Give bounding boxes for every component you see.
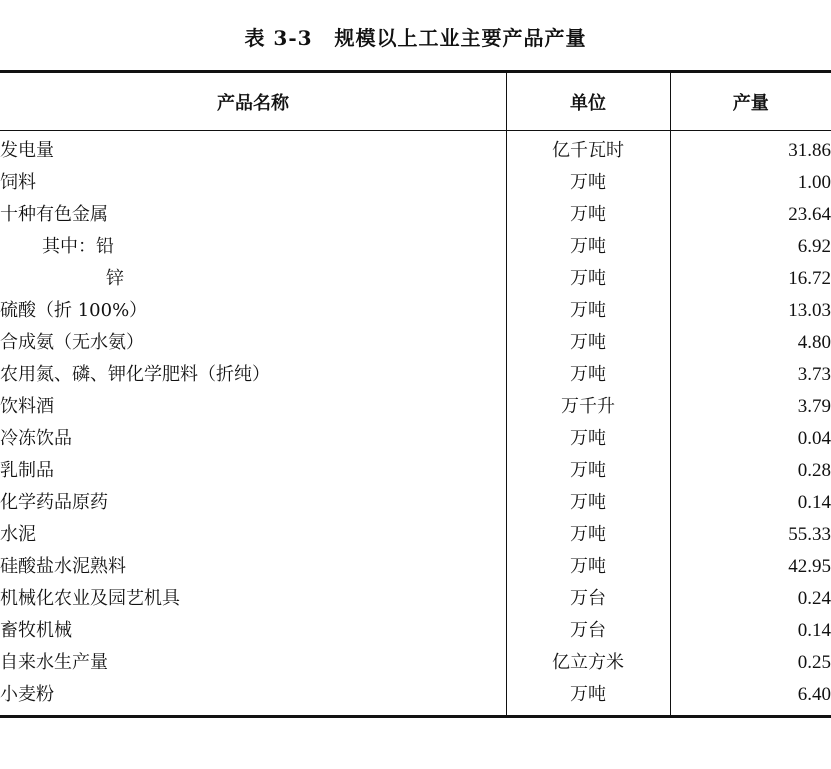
table-title-text: 规模以上工业主要产品产量: [334, 26, 587, 50]
product-output: 0.24: [670, 583, 831, 615]
header-product-name: 产品名称: [0, 72, 506, 131]
product-name: 饲料: [0, 172, 36, 193]
product-output: 16.72: [670, 263, 831, 295]
header-unit: 单位: [506, 72, 670, 131]
header-output: 产量: [670, 72, 831, 131]
product-output: 0.04: [670, 423, 831, 455]
product-name: 合成氨（无水氨）: [0, 332, 144, 353]
product-output: 6.92: [670, 231, 831, 263]
table-row: [0, 679, 831, 717]
product-unit: 万吨: [506, 551, 670, 583]
product-output: 23.64: [670, 199, 831, 231]
product-unit: 万吨: [506, 263, 670, 295]
table-row: [0, 583, 831, 615]
table-row: [0, 359, 831, 391]
product-unit: 万吨: [506, 423, 670, 455]
table-row: [0, 423, 831, 455]
product-output: 0.14: [670, 615, 831, 647]
product-name: 水泥: [0, 524, 36, 545]
product-name: 硅酸盐水泥熟料: [0, 556, 126, 577]
product-name: 饮料酒: [0, 396, 54, 417]
product-name: 小麦粉: [0, 679, 506, 717]
product-name: 乳制品: [0, 460, 54, 481]
product-output: 4.80: [670, 327, 831, 359]
product-name: 锌: [106, 268, 124, 289]
table-row: [0, 231, 831, 263]
product-name: 农用氮、磷、钾化学肥料（折纯）: [0, 364, 270, 385]
table-row: [0, 519, 831, 551]
table-row: [0, 615, 831, 647]
product-output: 3.79: [670, 391, 831, 423]
product-output: 0.25: [670, 647, 831, 679]
product-name: 机械化农业及园艺机具: [0, 588, 180, 609]
table-row: [0, 199, 831, 231]
product-unit: 万吨: [506, 295, 670, 327]
product-unit: 万千升: [506, 391, 670, 423]
table-row: [0, 487, 831, 519]
product-output: 1.00: [670, 167, 831, 199]
product-output: 55.33: [670, 519, 831, 551]
table-row: [0, 263, 831, 295]
product-output: 31.86: [670, 131, 831, 168]
header-row: [0, 72, 831, 131]
product-unit: 亿立方米: [506, 647, 670, 679]
product-unit: 万吨: [506, 487, 670, 519]
product-unit: 万吨: [506, 167, 670, 199]
table-row: [0, 327, 831, 359]
product-output: 0.14: [670, 487, 831, 519]
product-name: 自来水生产量: [0, 652, 108, 673]
table-title: [0, 22, 831, 51]
product-unit: 万吨: [506, 231, 670, 263]
product-unit: 万台: [506, 583, 670, 615]
product-name: 畜牧机械: [0, 620, 72, 641]
product-unit: 万吨: [506, 359, 670, 391]
product-name: 其中：铅: [42, 236, 114, 257]
table-row: [0, 551, 831, 583]
product-unit: 万吨: [506, 199, 670, 231]
product-unit: 万吨: [506, 519, 670, 551]
product-output: 3.73: [670, 359, 831, 391]
product-unit: 万吨: [506, 455, 670, 487]
product-name: 冷冻饮品: [0, 428, 72, 449]
table-row: [0, 167, 831, 199]
product-name: 化学药品原药: [0, 492, 108, 513]
product-unit: 万台: [506, 615, 670, 647]
product-output: 42.95: [670, 551, 831, 583]
product-unit: 亿千瓦时: [506, 131, 670, 168]
product-unit: 万吨: [506, 327, 670, 359]
product-output: 13.03: [670, 295, 831, 327]
product-name: 硫酸（折 100%）: [0, 300, 148, 321]
table-row: [0, 295, 831, 327]
product-output: 0.28: [670, 455, 831, 487]
table-row: [0, 391, 831, 423]
table-row: [0, 131, 831, 168]
product-output-table: [0, 70, 831, 718]
table-row: [0, 455, 831, 487]
product-unit: 万吨: [506, 679, 670, 717]
table-number: 表 3-3: [244, 26, 313, 50]
product-output: 6.40: [670, 679, 831, 717]
product-name: 十种有色金属: [0, 204, 108, 225]
product-name: 发电量: [0, 140, 54, 161]
table-row: [0, 647, 831, 679]
